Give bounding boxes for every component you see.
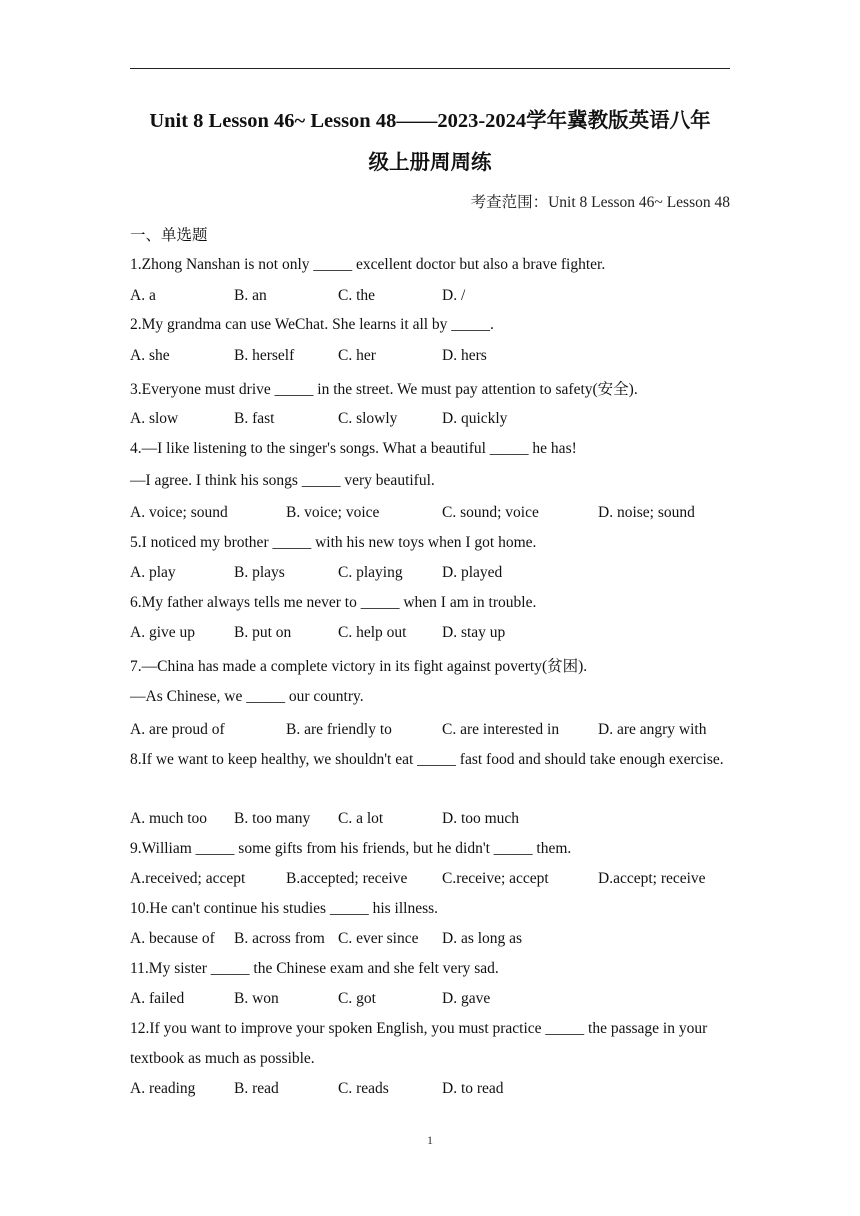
question-7-response: —As Chinese, we _____ our country. xyxy=(130,688,364,705)
option-b: B. put on xyxy=(234,624,292,641)
question-4: 4.—I like listening to the singer's songs. What a beautiful _____ he has! xyxy=(130,440,577,457)
options-2 xyxy=(130,347,732,367)
option-b: B. an xyxy=(234,287,267,304)
option-c: C. ever since xyxy=(338,930,419,947)
question-8: 8.If we want to keep healthy, we shouldn't eat _____ fast food and should take enough exercise. xyxy=(130,751,724,768)
document-title xyxy=(125,100,735,184)
question-2: 2.My grandma can use WeChat. She learns it all by _____. xyxy=(130,316,494,333)
option-a: A.received; accept xyxy=(130,870,246,887)
option-d: D. gave xyxy=(442,990,491,1007)
options-5 xyxy=(130,564,732,584)
question-3: 3.Everyone must drive _____ in the street. We must pay attention to safety(安全). xyxy=(130,381,638,398)
option-b: B. are friendly to xyxy=(286,721,392,738)
option-d: D. are angry with xyxy=(598,721,707,738)
question-7: 7.—China has made a complete victory in its fight against poverty(贫困). xyxy=(130,658,588,675)
options-9 xyxy=(130,870,732,890)
option-b: B. voice; voice xyxy=(286,504,380,521)
option-d: D. hers xyxy=(442,347,487,364)
option-b: B.accepted; receive xyxy=(286,870,408,887)
option-a: A. voice; sound xyxy=(130,504,228,521)
option-a: A. because of xyxy=(130,930,215,947)
option-b: B. across from xyxy=(234,930,325,947)
question-11: 11.My sister _____ the Chinese exam and she felt very sad. xyxy=(130,960,499,977)
option-c: C. a lot xyxy=(338,810,384,827)
option-d: D. quickly xyxy=(442,410,508,427)
section-heading: 一、单选题 xyxy=(130,227,208,244)
option-b: B. read xyxy=(234,1080,279,1097)
option-c: C. slowly xyxy=(338,410,398,427)
option-d: D. too much xyxy=(442,810,520,827)
option-b: B. fast xyxy=(234,410,275,427)
exam-scope: 考查范围：Unit 8 Lesson 46~ Lesson 48 xyxy=(470,194,730,211)
options-4 xyxy=(130,504,732,524)
option-c: C. the xyxy=(338,287,376,304)
option-d: D.accept; receive xyxy=(598,870,706,887)
option-c: C. help out xyxy=(338,624,407,641)
option-c: C. her xyxy=(338,347,376,364)
options-12 xyxy=(130,1080,732,1100)
option-d: D. to read xyxy=(442,1080,504,1097)
question-1: 1.Zhong Nanshan is not only _____ excellent doctor but also a brave fighter. xyxy=(130,256,606,273)
option-b: B. won xyxy=(234,990,279,1007)
option-d: D. stay up xyxy=(442,624,506,641)
options-3 xyxy=(130,410,732,430)
options-7 xyxy=(130,721,732,741)
option-a: A. reading xyxy=(130,1080,196,1097)
options-6 xyxy=(130,624,732,644)
option-a: A. failed xyxy=(130,990,185,1007)
option-c: C.receive; accept xyxy=(442,870,549,887)
option-d: D. noise; sound xyxy=(598,504,695,521)
header-rule xyxy=(130,68,730,69)
option-a: A. a xyxy=(130,287,156,304)
option-b: B. plays xyxy=(234,564,285,581)
option-a: A. give up xyxy=(130,624,196,641)
title-line-2: 级上册周周练 xyxy=(368,152,492,174)
option-b: B. herself xyxy=(234,347,295,364)
question-9: 9.William _____ some gifts from his friends, but he didn't _____ them. xyxy=(130,840,572,857)
option-a: A. she xyxy=(130,347,170,364)
question-6: 6.My father always tells me never to _____ when I am in trouble. xyxy=(130,594,537,611)
option-a: A. slow xyxy=(130,410,179,427)
title-line-1: Unit 8 Lesson 46~ Lesson 48——2023-2024学年冀教版英语八年 xyxy=(149,110,711,132)
option-d: D. played xyxy=(442,564,503,581)
option-c: C. sound; voice xyxy=(442,504,539,521)
question-5: 5.I noticed my brother _____ with his new toys when I got home. xyxy=(130,534,537,551)
question-12: 12.If you want to improve your spoken English, you must practice _____ the passage in your textbook as much as possible. xyxy=(130,1020,708,1067)
options-8 xyxy=(130,810,732,830)
page-number: 1 xyxy=(427,1133,433,1147)
option-d: D. / xyxy=(442,287,466,304)
option-a: A. much too xyxy=(130,810,208,827)
options-11 xyxy=(130,990,732,1010)
option-c: C. playing xyxy=(338,564,403,581)
options-1 xyxy=(130,287,732,307)
option-a: A. are proud of xyxy=(130,721,225,738)
option-c: C. got xyxy=(338,990,376,1007)
options-10 xyxy=(130,930,732,950)
option-a: A. play xyxy=(130,564,176,581)
option-b: B. too many xyxy=(234,810,311,827)
option-c: C. reads xyxy=(338,1080,389,1097)
option-d: D. as long as xyxy=(442,930,523,947)
question-10: 10.He can't continue his studies _____ his illness. xyxy=(130,900,439,917)
question-4-response: —I agree. I think his songs _____ very beautiful. xyxy=(130,472,435,489)
option-c: C. are interested in xyxy=(442,721,560,738)
